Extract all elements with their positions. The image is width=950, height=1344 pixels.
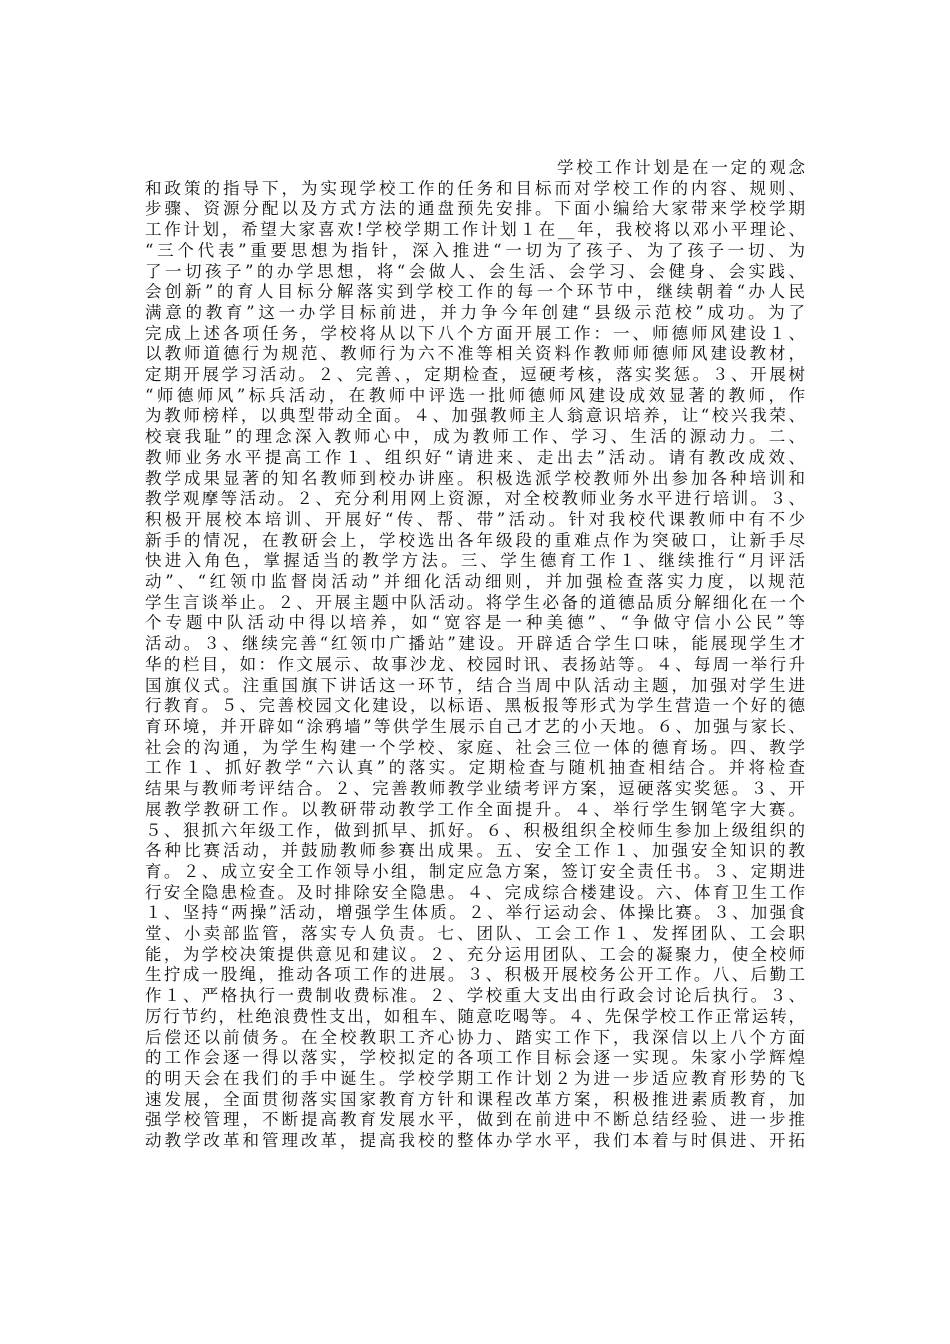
text-line: “师德师风”标兵活动，在教师中评选一批师德师风建设成效显著的教师，作: [145, 385, 805, 405]
text-line: “三个代表”重要思想为指针，深入推进“一切为了孩子、为了孩子一切、为: [145, 240, 805, 260]
text-line: 能，为学校决策提供意见和建议。２、充分运用团队、工会的凝聚力，使全校师: [145, 944, 805, 964]
text-line: 结果与教师考评结合。２、完善教师教学业绩考评方案，逗硬落实奖惩。３、开: [145, 779, 805, 799]
text-line: 的明天会在我们的手中诞生。学校学期工作计划２为进一步适应教育形势的飞: [145, 1068, 805, 1088]
text-line: 积极开展校本培训、开展好“传、帮、带”活动。针对我校代课教师中有不少: [145, 509, 805, 529]
text-line: 个专题中队活动中得以培养，如“宽容是一种美德”、“争做守信小公民”等: [145, 613, 805, 633]
text-line: 动”、“红领巾监督岗活动”并细化活动细则，并加强检查落实力度，以规范: [145, 572, 805, 592]
text-line: 育。２、成立安全工作领导小组，制定应急方案，签订安全责任书。３、定期进: [145, 861, 805, 881]
text-line: 堂、小卖部监管，落实专人负责。七、团队、工会工作１、发挥团队、工会职: [145, 924, 805, 944]
text-line: 生拧成一股绳，推动各项工作的进展。３、积极开展校务公开工作。八、后勤工: [145, 965, 805, 985]
text-line: 为教师榜样，以典型带动全面。４、加强教师主人翁意识培养，让“校兴我荣、: [145, 406, 805, 426]
text-line: 速发展，全面贯彻落实国家教育方针和课程改革方案，积极推进素质教育，加: [145, 1089, 805, 1109]
text-line: 行安全隐患检查。及时排除安全隐患。４、完成综合楼建设。六、体育卫生工作: [145, 882, 805, 902]
text-line: 育环境，并开辟如“涂鸦墙”等供学生展示自己才艺的小天地。６、加强与家长、: [145, 716, 805, 736]
text-line: 的工作会逐一得以落实，学校拟定的各项工作目标会逐一实现。朱家小学辉煌: [145, 1048, 805, 1068]
text-line: 教学观摩等活动。２、充分利用网上资源，对全校教师业务水平进行培训。３、: [145, 489, 805, 509]
text-line: 步骤、资源分配以及方式方法的通盘预先安排。下面小编给大家带来学校学期: [145, 199, 805, 219]
text-line: 行教育。５、完善校园文化建设，以标语、黑板报等形式为学生营造一个好的德: [145, 696, 805, 716]
document-body: [145, 158, 805, 1152]
text-line: 华的栏目，如：作文展示、故事沙龙、校园时讯、表扬站等。４、每周一举行升: [145, 654, 805, 674]
text-line: 厉行节约，杜绝浪费性支出，如租车、随意吃喝等。４、先保学校工作正常运转，: [145, 1006, 805, 1026]
text-line: 动教学改革和管理改革，提高我校的整体办学水平，我们本着与时俱进、开拓: [145, 1131, 805, 1151]
text-line: 国旗仪式。注重国旗下讲话这一环节，结合当周中队活动主题，加强对学生进: [145, 675, 805, 695]
text-line: 后偿还以前债务。在全校教职工齐心协力、踏实工作下，我深信以上八个方面: [145, 1027, 805, 1047]
text-line: １、坚持“两操”活动，增强学生体质。２、举行运动会、体操比赛。３、加强食: [145, 903, 805, 923]
text-line: 社会的沟通，为学生构建一个学校、家庭、社会三位一体的德育场。四、教学: [145, 737, 805, 757]
text-line: 定期开展学习活动。２、完善、，定期检查，逗硬考核，落实奖惩。３、开展树: [145, 365, 805, 385]
text-line: 工作１、抓好教学“六认真”的落实。定期检查与随机抽查相结合。并将检查: [145, 758, 805, 778]
text-line: 教学成果显著的知名教师到校办讲座。积极选派学校教师外出参加各种培训和: [145, 468, 805, 488]
text-line: 活动。３、继续完善“红领巾广播站”建设。开辟适合学生口味，能展现学生才: [145, 634, 805, 654]
text-line: 学生言谈举止。２、开展主题中队活动。将学生必备的道德品质分解细化在一个: [145, 592, 805, 612]
text-line: 了一切孩子”的办学思想，将“会做人、会生活、会学习、会健身、会实践、: [145, 261, 805, 281]
text-line: 完成上述各项任务，学校将从以下八个方面开展工作：一、师德师风建设１、: [145, 323, 805, 343]
text-line: 新手的情况，在教研会上，学校选出各年级段的重难点作为突破口，让新手尽: [145, 530, 805, 550]
text-line: 以教师道德行为规范、教师行为六不准等相关资料作教师师德师风建设教材，: [145, 344, 805, 364]
text-line: 作１、严格执行一费制收费标准。２、学校重大支出由行政会讨论后执行。３、: [145, 986, 805, 1006]
text-line: 和政策的指导下，为实现学校工作的任务和目标而对学校工作的内容、规则、: [145, 178, 805, 198]
text-line: 工作计划，希望大家喜欢!学校学期工作计划１在__年，我校将以邓小平理论、: [145, 220, 805, 240]
text-line: 校衰我耻”的理念深入教师心中，成为教师工作、学习、生活的源动力。二、: [145, 427, 805, 447]
text-line: 各种比赛活动，并鼓励教师参赛出成果。五、安全工作１、加强安全知识的教: [145, 841, 805, 861]
text-line: 学校工作计划是在一定的观念: [557, 158, 805, 177]
text-line: 教师业务水平提高工作１、组织好“请进来、走出去”活动。请有教改成效、: [145, 447, 805, 467]
text-line: ５、狠抓六年级工作，做到抓早、抓好。６、积极组织全校师生参加上级组织的: [145, 820, 805, 840]
text-line: 强学校管理，不断提高教育发展水平，做到在前进中不断总结经验、进一步推: [145, 1110, 805, 1130]
text-line: 展教学教研工作。以教研带动教学工作全面提升。４、举行学生钢笔字大赛。: [145, 799, 805, 819]
text-line: 会创新”的育人目标分解落实到学校工作的每一个环节中，继续朝着“办人民: [145, 282, 805, 302]
text-line: 快进入角色，掌握适当的教学方法。三、学生德育工作１、继续推行“月评活: [145, 551, 805, 571]
text-line: 满意的教育”这一办学目标前进，并力争今年创建“县级示范校”成功。为了: [145, 302, 805, 322]
